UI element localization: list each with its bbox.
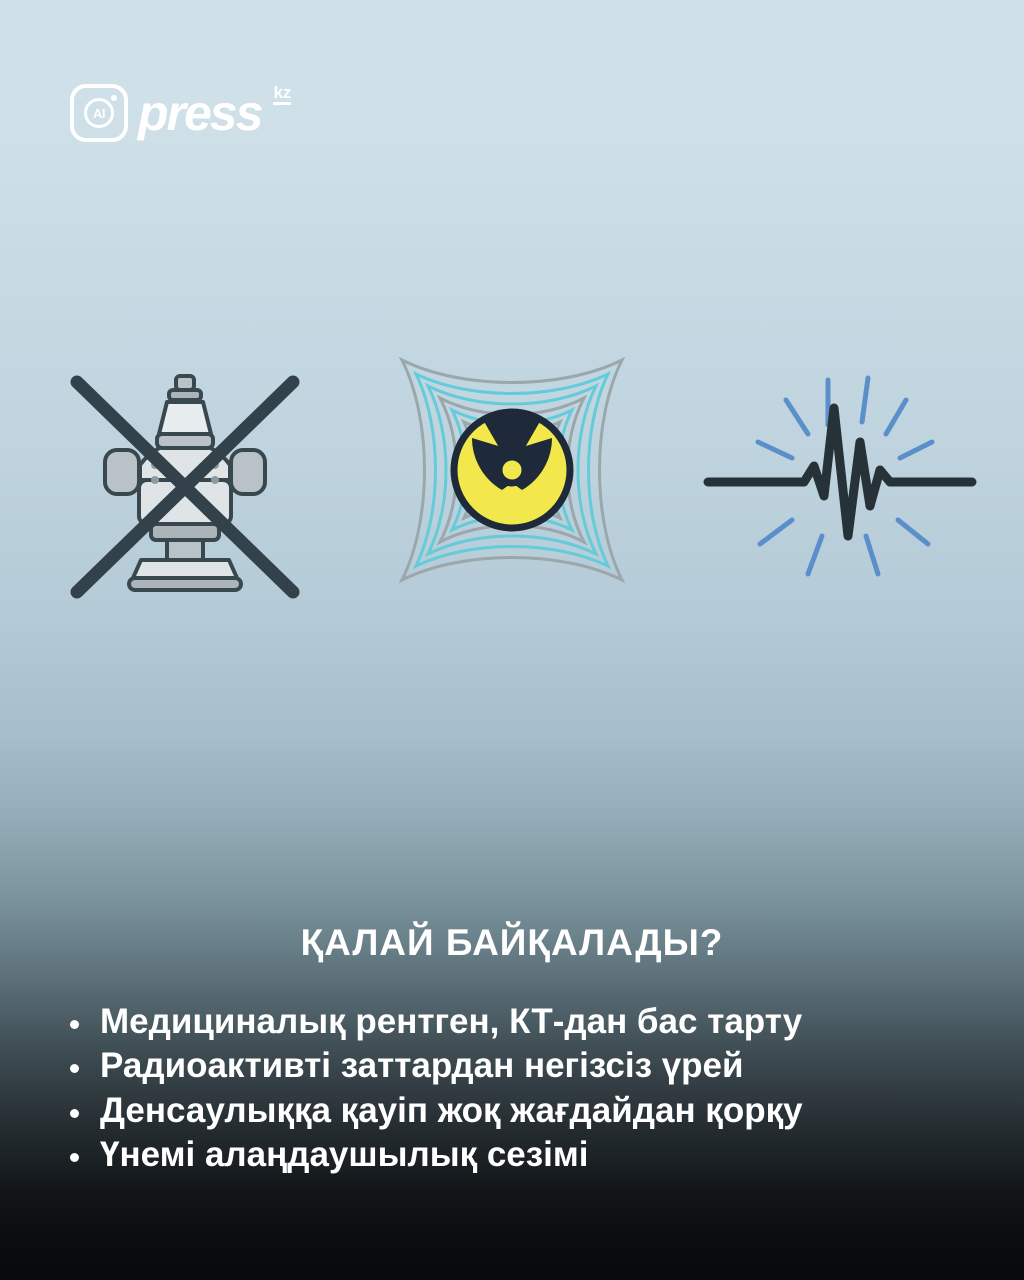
page-title: ҚАЛАЙ БАЙҚАЛАДЫ? [300, 922, 724, 963]
brand-logo [70, 83, 292, 142]
ai-camera-logo-icon [70, 84, 128, 142]
logo-word-text: press [138, 85, 262, 141]
list-item: Медициналық рентген, КТ-дан бас тарту [62, 1000, 982, 1044]
logo-dot-icon [111, 95, 117, 101]
bullet-list [62, 1000, 982, 1178]
radiation-hazard-waves-icon [372, 330, 652, 610]
heartbeat-pulse-icon [700, 330, 980, 610]
radiation-waves-svg [372, 330, 652, 610]
list-item: Үнемі алаңдаушылық сезімі [62, 1133, 982, 1177]
xray-machine-svg [45, 330, 325, 610]
pulse-line [708, 408, 972, 536]
crossed-out-xray-machine-icon [45, 330, 325, 610]
list-item: Денсаулыққа қауіп жоқ жағдайдан қорқу [62, 1089, 982, 1133]
pulse-svg [700, 330, 980, 610]
press-wordmark [138, 83, 292, 141]
icon-row [0, 330, 1024, 610]
logo-mark-text: AI [84, 98, 114, 128]
kz-superscript: kz [273, 84, 291, 105]
list-item: Радиоактивті заттардан негізсіз үрей [62, 1044, 982, 1088]
